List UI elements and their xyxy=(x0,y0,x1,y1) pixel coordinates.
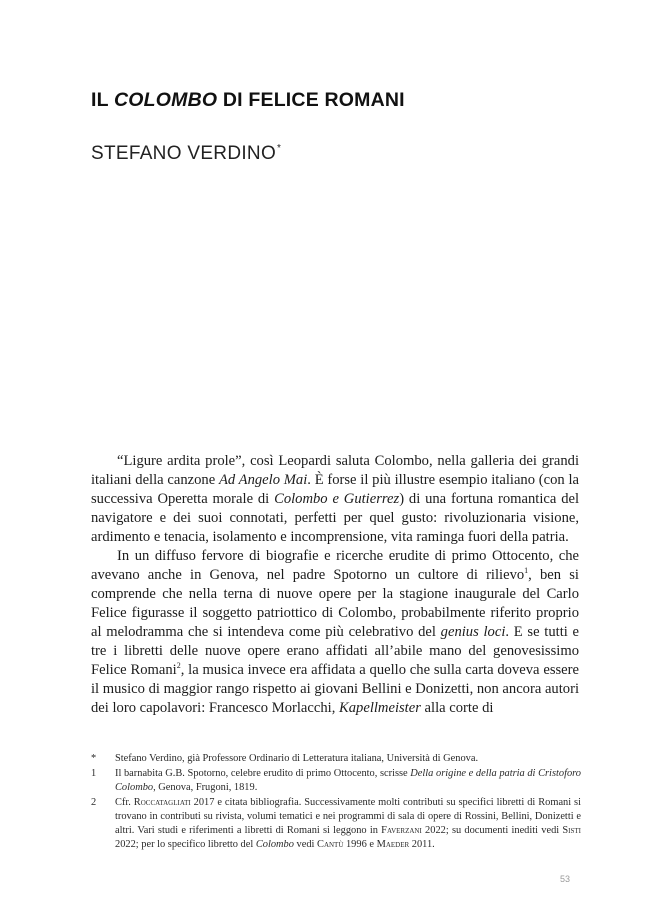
cited-author: Roccatagliati xyxy=(133,796,191,808)
paragraph-text: alla corte di xyxy=(420,700,494,716)
footnote-mark: * xyxy=(91,753,97,764)
italic-title: Ad Angelo Mai xyxy=(218,472,308,488)
paragraph xyxy=(91,547,579,718)
title-suffix: DI FELICE ROMANI xyxy=(217,89,405,111)
footnote-text-part: 2022; su documenti inediti vedi xyxy=(421,825,563,837)
cited-author: Maeder xyxy=(376,839,410,851)
paragraph-text: . E se tutti e tre i libretti delle nuove opere erano affidati all’abile mano del genovesissimo Felice Romani xyxy=(91,624,580,678)
footnote xyxy=(91,767,581,795)
footnote-text-part: vedi xyxy=(293,839,318,851)
footnote-ref: 1 xyxy=(524,566,529,575)
paragraph-text: In un diffuso fervore di biografie e ricerche erudite di primo Ottocento, che avevano anche in Genova, nel padre Spotorno un cultore di rilievo xyxy=(91,548,579,583)
footnote-ref: 2 xyxy=(176,661,181,670)
paragraph-text: “Ligure ardita prole”, così Leopardi saluta Colombo, nella galleria dei grandi italiani della canzone xyxy=(91,453,579,488)
footnote-text-part: 2022; per lo specifico libretto del xyxy=(115,839,256,851)
footnote-text: Stefano Verdino, già Professore Ordinario di Letteratura italiana, Università di Genova. xyxy=(115,753,479,764)
footnote-mark: 2 xyxy=(91,796,97,808)
body-text xyxy=(91,452,579,718)
author-name-text: STEFANO VERDINO xyxy=(91,143,277,164)
italic-term: genius loci xyxy=(440,624,506,640)
footnote-text-part: 2017 e citata bibliografia. Successivamente molti contributi su specifici libretti di Romani si trovano in contributi su rivista, volumi tematici e nei programmi di sala di opere di Rossini, Bellini, Donizetti e altri. Vari studi e riferimenti a libretti di Romani si leggono in xyxy=(115,796,581,837)
title-italic-word: COLOMBO xyxy=(114,89,218,111)
footnote-mark: 1 xyxy=(91,767,97,779)
footnote-text xyxy=(115,796,581,853)
page-number: 53 xyxy=(560,874,571,884)
paragraph xyxy=(91,452,579,547)
paragraph-text: , la musica invece era affidata a quello che sulla carta doveva essere il musico di maggior rango rispetto ai giovani Bellini e Donizetti, non ancora autori dei loro capolavori: Francesco Morlacchi, xyxy=(91,662,579,716)
italic-title: Colombo xyxy=(255,839,294,851)
cited-author: Cantù xyxy=(317,839,344,851)
cited-author: Faverzani xyxy=(381,825,422,837)
title-prefix: IL xyxy=(91,89,114,111)
italic-title: Colombo e Gutierrez xyxy=(274,491,400,507)
footnote-text xyxy=(115,767,581,795)
footnote-text-part: 1996 e xyxy=(343,839,377,851)
footnotes xyxy=(91,752,581,853)
footnote-text-part: Cfr. xyxy=(115,796,134,808)
footnote-text-part: 2011. xyxy=(409,839,435,851)
author-name xyxy=(91,143,281,165)
footnote-text-part: , Genova, Frugoni, 1819. xyxy=(153,781,258,793)
author-footnote-mark: * xyxy=(277,143,282,154)
footnote xyxy=(91,752,581,766)
footnote xyxy=(91,796,581,853)
cited-author: Sisti xyxy=(562,825,581,837)
paragraph-text: , ben si comprende che nella terna di nuove opere per la stagione inaugurale del Carlo Felice figurasse il soggetto patriottico di Colombo, probabilmente riferito proprio al melodramma che si intendeva come più celebrativo del xyxy=(91,567,579,640)
footnote-text-part: Il barnabita G.B. Spotorno, celebre erudito di primo Ottocento, scrisse xyxy=(115,767,411,779)
italic-term: Kapellmeister xyxy=(339,700,421,716)
italic-title: Della origine e della patria di Cristoforo Colombo xyxy=(115,767,582,793)
chapter-title xyxy=(91,89,405,112)
paragraph-text: . È forse il più illustre esempio italiano (con la successiva Operetta morale di xyxy=(91,472,579,507)
paragraph-text: ) di una fortuna romantica del navigatore e dei suoi connotati, perfetti per quel gusto: rivoluzionaria visione, ardimento e tenacia, isolamento e incomprensione, vita raminga fuori della patria. xyxy=(91,491,580,545)
